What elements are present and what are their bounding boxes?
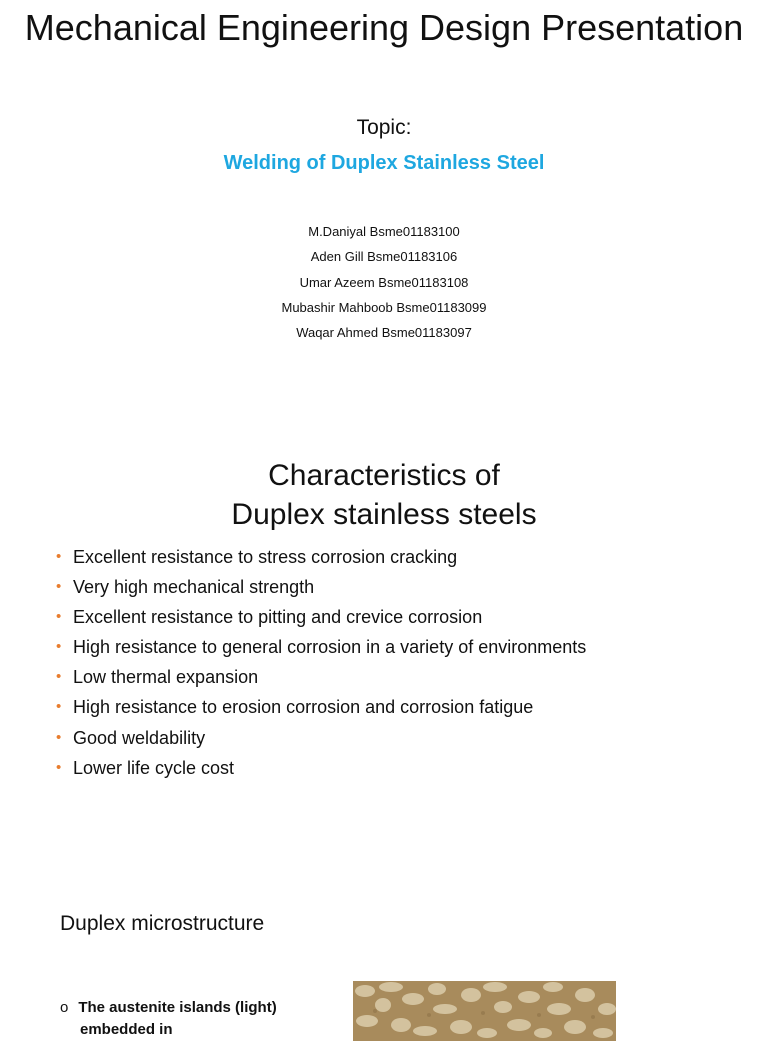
list-item	[56, 572, 586, 602]
bullet-icon: •	[56, 608, 62, 626]
list-item	[56, 542, 586, 572]
presentation-title: Mechanical Engineering Design Presentation	[24, 7, 744, 48]
list-item-text: High resistance to general corrosion in a variety of environments	[73, 637, 587, 658]
topic-title: Welding of Duplex Stainless Steel	[223, 152, 545, 174]
bullet-icon: •	[56, 668, 62, 686]
bullet-icon: •	[56, 638, 62, 656]
bullet-icon: •	[56, 728, 62, 746]
author-item: Umar Azeem Bsme01183108	[299, 274, 469, 290]
list-item-text: High resistance to erosion corrosion and corrosion fatigue	[73, 697, 534, 718]
list-item-text: Low thermal expansion	[73, 667, 259, 688]
list-item-text: Lower life cycle cost	[73, 757, 235, 778]
microstructure-slide	[0, 895, 768, 1038]
list-item	[56, 753, 586, 783]
bullet-icon: •	[56, 698, 62, 716]
characteristics-title-line2: Duplex stainless steels	[231, 498, 537, 531]
author-item: Waqar Ahmed Bsme01183097	[296, 325, 472, 341]
characteristics-title-line1: Characteristics of	[268, 459, 500, 492]
author-item: M.Daniyal Bsme01183100	[308, 224, 460, 239]
bullet-icon: •	[56, 578, 62, 596]
title-slide	[0, 0, 768, 400]
microstructure-pattern	[353, 981, 616, 1041]
list-item	[56, 692, 586, 722]
list-item	[56, 632, 586, 662]
list-item-text: The austenite islands (light)	[78, 999, 277, 1016]
list-item	[56, 662, 586, 692]
characteristics-slide	[0, 450, 768, 830]
microstructure-title: Duplex microstructure	[60, 912, 265, 935]
author-item: Aden Gill Bsme01183106	[310, 249, 458, 265]
bullet-icon: •	[56, 548, 62, 565]
microstructure-image	[353, 981, 616, 1041]
circle-bullet-icon: o	[60, 999, 69, 1016]
list-item-text: Good weldability	[73, 727, 206, 748]
author-item: Mubashir Mahboob Bsme01183099	[281, 299, 487, 315]
author-list	[0, 219, 768, 345]
list-item-text: Very high mechanical strength	[73, 577, 315, 598]
topic-label: Topic:	[356, 116, 412, 139]
characteristics-list	[56, 542, 586, 783]
list-item-text: Excellent resistance to stress corrosion cracking	[73, 547, 458, 567]
list-item	[56, 723, 586, 753]
list-item	[56, 602, 586, 632]
bullet-icon: •	[56, 758, 62, 776]
characteristics-title	[0, 456, 768, 534]
list-item-text: Excellent resistance to pitting and crevice corrosion	[73, 607, 483, 628]
list-item-text-continuation: embedded in	[80, 1021, 173, 1038]
